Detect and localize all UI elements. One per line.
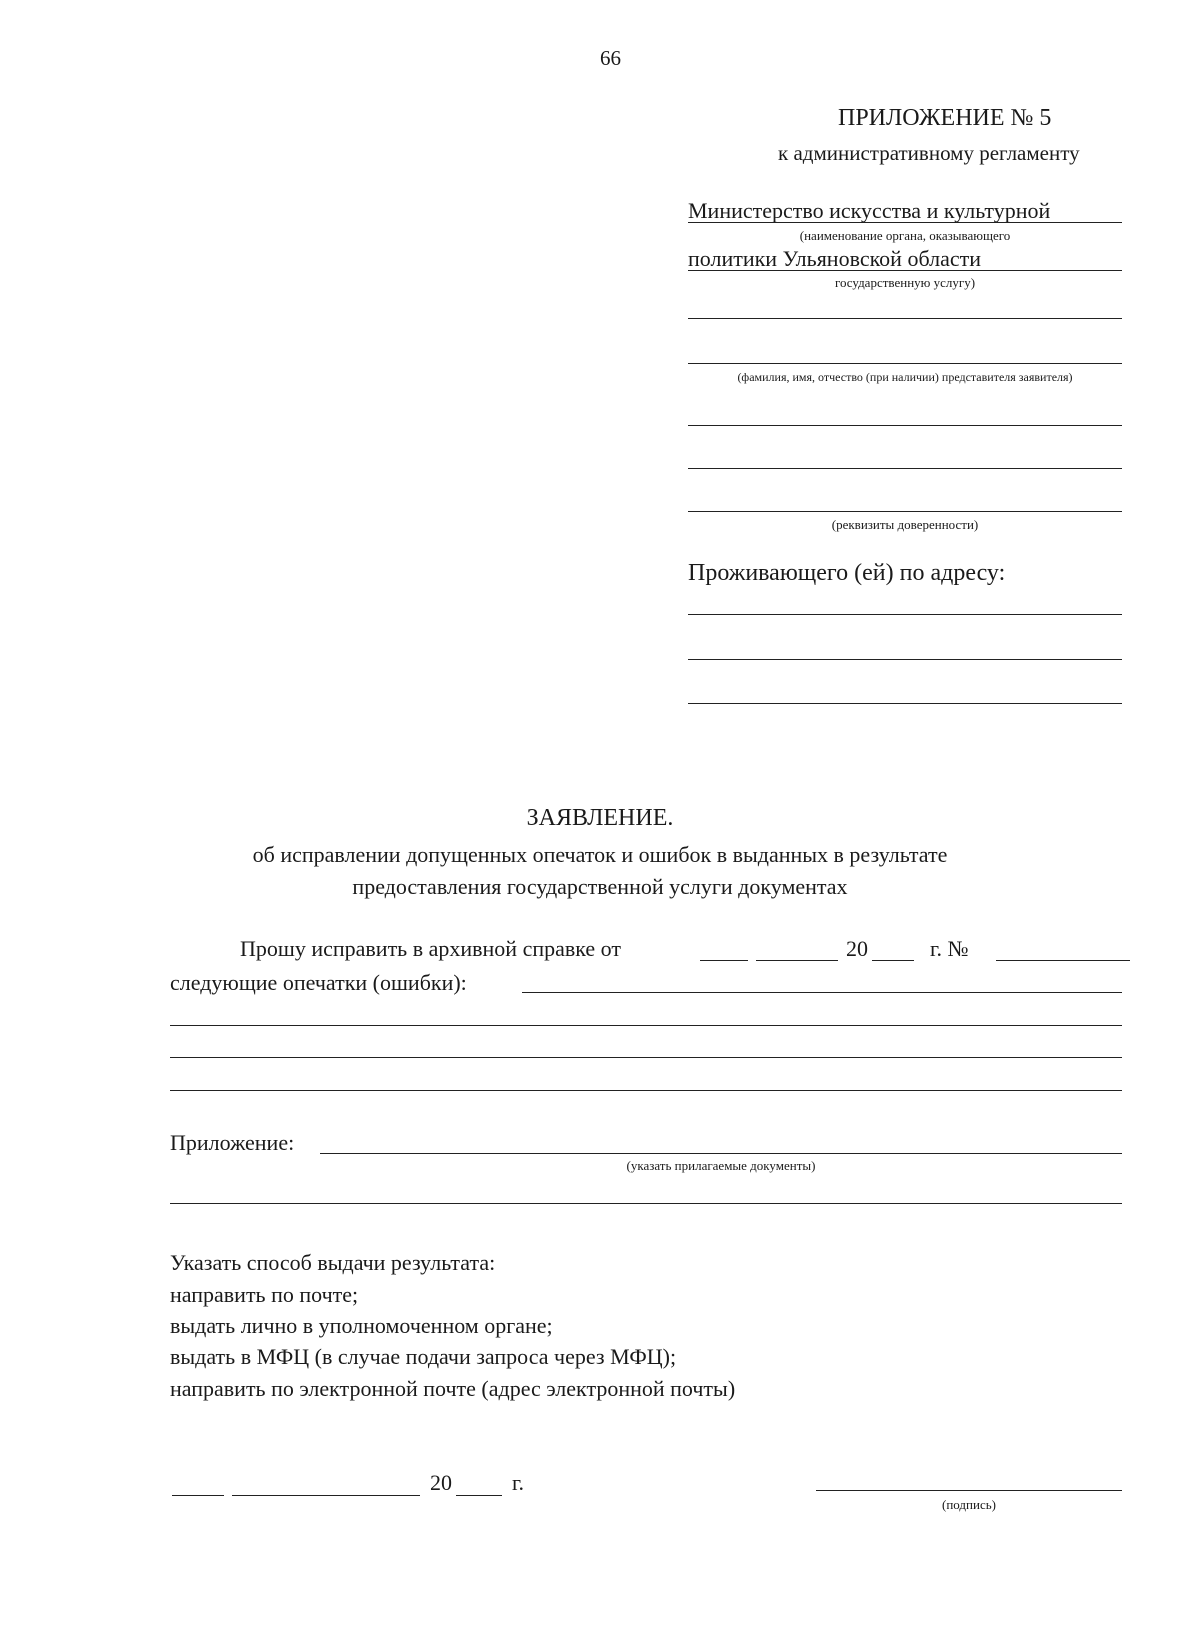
representative-line1[interactable] [688,318,1122,319]
footer-day-blank[interactable] [172,1495,224,1496]
statement-subtitle-line1: об исправлении допущенных опечаток и ошибок в выданных в результате [252,842,948,867]
attachment-label: Приложение: [170,1130,295,1155]
appendix-title: ПРИЛОЖЕНИЕ № 5 [838,105,1052,131]
errors-label: следующие опечатки (ошибки): [170,970,467,995]
errors-line1[interactable] [522,992,1122,993]
representative-line2[interactable] [688,363,1122,364]
delivery-option-post: направить по почте; [170,1282,359,1307]
poa-caption: (реквизиты доверенности) [831,517,979,532]
signature-caption: (подпись) [942,1497,996,1512]
representative-caption: (фамилия, имя, отчество (при наличии) представителя заявителя) [737,370,1073,384]
footer-year-blank[interactable] [456,1495,502,1496]
request-prefix: Прошу исправить в архивной справке от [240,936,621,961]
statement-subtitle-line2: предоставления государственной услуги документах [352,874,848,899]
org-name-line2: политики Ульяновской области [688,246,981,271]
org-caption2: государственную услугу) [834,275,976,290]
attachment-line2[interactable] [170,1203,1122,1204]
address-line1[interactable] [688,614,1122,615]
delivery-option-mfc: выдать в МФЦ (в случае подачи запроса через МФЦ); [170,1344,677,1369]
request-year-suffix: г. № [930,936,969,961]
request-month-blank[interactable] [756,960,838,961]
statement-title: ЗАЯВЛЕНИЕ. [526,805,674,831]
org-name-line2-underline [688,270,1122,271]
address-line3[interactable] [688,703,1122,704]
request-number-blank[interactable] [996,960,1130,961]
address-label: Проживающего (ей) по адресу: [688,560,1006,586]
address-line2[interactable] [688,659,1122,660]
attachment-caption: (указать прилагаемые документы) [626,1158,816,1173]
footer-year-suffix: г. [512,1470,525,1495]
poa-line2[interactable] [688,468,1122,469]
footer-year-prefix: 20 [430,1470,452,1495]
request-day-blank[interactable] [700,960,748,961]
page-number: 66 [600,46,621,70]
errors-line3[interactable] [170,1057,1122,1058]
appendix-subtitle: к административному регламенту [778,141,1080,165]
org-name-line1: Министерство искусства и культурной [688,198,1051,223]
signature-line[interactable] [816,1490,1122,1491]
delivery-option-email: направить по электронной почте (адрес электронной почты) [170,1376,736,1401]
errors-line2[interactable] [170,1025,1122,1026]
errors-line4[interactable] [170,1090,1122,1091]
attachment-line1[interactable] [320,1153,1122,1154]
footer-month-blank[interactable] [232,1495,420,1496]
org-caption1: (наименование органа, оказывающего [799,228,1011,243]
request-year-blank[interactable] [872,960,914,961]
delivery-heading: Указать способ выдачи результата: [170,1250,496,1275]
org-name-line1-underline [688,222,1122,223]
delivery-option-in-person: выдать лично в уполномоченном органе; [170,1313,553,1338]
poa-line3[interactable] [688,511,1122,512]
request-year-prefix: 20 [846,936,868,961]
poa-line1[interactable] [688,425,1122,426]
